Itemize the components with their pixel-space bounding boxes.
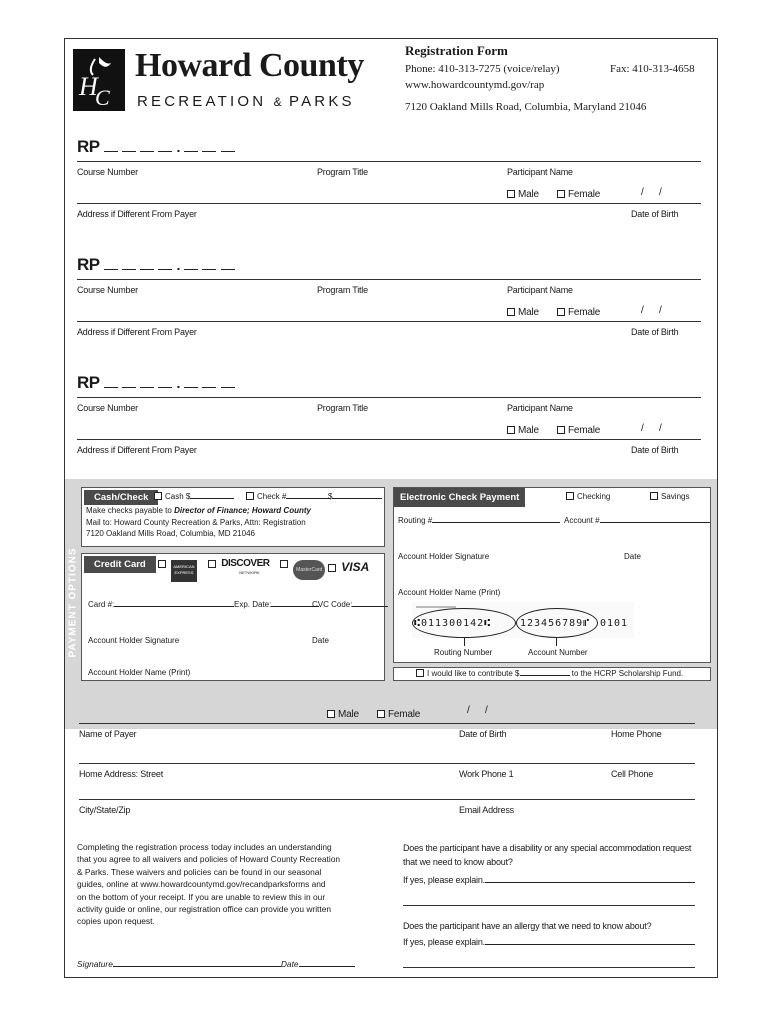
course-prefix: RP bbox=[77, 137, 100, 156]
waiver-line: on the bottom of your receipt. If you are unable to review this in our bbox=[77, 891, 326, 902]
routing-field[interactable]: Routing # bbox=[398, 516, 560, 525]
svg-text:C: C bbox=[95, 85, 110, 110]
visa-logo: VISA bbox=[341, 560, 370, 574]
male-checkbox[interactable]: Male bbox=[507, 189, 539, 200]
cell-phone-label: Cell Phone bbox=[611, 769, 654, 779]
disability-explain-field[interactable]: If yes, please explain. bbox=[403, 875, 695, 885]
micr-routing: ⑆011300142⑆ bbox=[414, 618, 492, 629]
male-checkbox[interactable]: Male bbox=[507, 425, 539, 436]
waiver-text bbox=[77, 841, 340, 928]
payable-to bbox=[86, 506, 311, 515]
disability-question-1: Does the participant have a disability or any special accommodation request bbox=[403, 843, 692, 853]
course-block bbox=[65, 133, 717, 243]
waiver-line: activity guide or online, our registration office can provide you written bbox=[77, 904, 332, 915]
check-amount-field[interactable]: $ bbox=[328, 492, 382, 501]
course-number-field[interactable]: RP . bbox=[77, 373, 235, 393]
program-title-label: Program Title bbox=[317, 167, 368, 177]
payable-prefix: Make checks payable to bbox=[86, 506, 172, 515]
email-label: Email Address bbox=[459, 805, 514, 815]
ec-date-label: Date bbox=[624, 552, 641, 561]
waiver-line: & Parks. These waivers and policies can be found in our seasonal bbox=[77, 866, 322, 877]
address-text: 7120 Oakland Mills Road, Columbia, Maryland 21046 bbox=[405, 101, 647, 113]
website-text: www.howardcountymd.gov/rap bbox=[405, 79, 545, 91]
course-prefix: RP bbox=[77, 255, 100, 274]
waiver-line: guides, online at www.howardcountymd.gov/recandparksforms and bbox=[77, 879, 326, 890]
discover-logo: DISCOVER NETWORK bbox=[221, 558, 270, 575]
waiver-line: Completing the registration process today includes an understanding bbox=[77, 842, 332, 852]
amex-logo: AMERICAN EXPRESS bbox=[171, 560, 197, 582]
org-sub-amp: & bbox=[273, 95, 282, 109]
amex-option[interactable] bbox=[158, 560, 197, 582]
course-number-label: Course Number bbox=[77, 285, 138, 295]
course-number-label: Course Number bbox=[77, 403, 138, 413]
waiver-line: that you agree to all waivers and policies of Howard County Recreation bbox=[77, 854, 341, 865]
dob-slashes: / / bbox=[641, 423, 662, 434]
payer-dob-label: Date of Birth bbox=[459, 729, 507, 739]
participant-name-label: Participant Name bbox=[507, 167, 573, 177]
city-state-zip-label: City/State/Zip bbox=[79, 805, 131, 815]
cc-date-label: Date bbox=[312, 636, 329, 645]
check-sample-image bbox=[412, 602, 634, 638]
dob-label: Date of Birth bbox=[631, 209, 679, 219]
female-checkbox[interactable]: Female bbox=[557, 189, 600, 200]
name-of-payer-label: Name of Payer bbox=[79, 729, 137, 739]
routing-oval bbox=[412, 608, 516, 638]
visa-option[interactable] bbox=[328, 560, 369, 574]
form-title: Registration Form bbox=[405, 43, 508, 58]
payer-female-checkbox[interactable]: Female bbox=[377, 709, 420, 720]
dob-slashes: / / bbox=[641, 187, 662, 198]
waiver-line: copies upon request. bbox=[77, 916, 155, 927]
disability-question-2: that we need to know about? bbox=[403, 857, 513, 867]
home-address-label: Home Address: Street bbox=[79, 769, 164, 779]
female-checkbox[interactable]: Female bbox=[557, 425, 600, 436]
course-number-label: Course Number bbox=[77, 167, 138, 177]
logo-mark bbox=[73, 49, 125, 111]
male-checkbox[interactable]: Male bbox=[507, 307, 539, 318]
org-sub-right: PARKS bbox=[289, 93, 355, 110]
course-number-field[interactable]: RP . bbox=[77, 255, 235, 275]
cash-checkbox[interactable]: Cash $ bbox=[154, 492, 234, 501]
signature-field[interactable]: Signature Date bbox=[77, 959, 355, 969]
mail-address-text: 7120 Oakland Mills Road, Columbia, MD 21046 bbox=[86, 529, 255, 538]
phone-text: Phone: 410-313-7275 (voice/relay) bbox=[405, 63, 560, 75]
allergy-explain-field[interactable]: If yes, please explain. bbox=[403, 937, 695, 947]
credit-card-panel bbox=[81, 553, 385, 681]
mail-to-text: Mail to: Howard County Recreation & Parks, Attn: Registration bbox=[86, 518, 306, 527]
work-phone-label: Work Phone 1 bbox=[459, 769, 514, 779]
course-block bbox=[65, 251, 717, 361]
participant-name-label: Participant Name bbox=[507, 403, 573, 413]
course-number-field[interactable]: RP . bbox=[77, 137, 235, 157]
cc-signature-label: Account Holder Signature bbox=[88, 636, 180, 645]
fax-text: Fax: 410-313-4658 bbox=[610, 63, 695, 75]
allergy-question: Does the participant have an allergy that we need to know about? bbox=[403, 921, 652, 931]
address-diff-label: Address if Different From Payer bbox=[77, 209, 197, 219]
course-prefix: RP bbox=[77, 373, 100, 392]
card-number-field[interactable]: Card #: bbox=[88, 600, 234, 609]
ec-name-label: Account Holder Name (Print) bbox=[398, 588, 501, 597]
account-number-caption: Account Number bbox=[528, 648, 588, 657]
micr-check: 0101 bbox=[600, 618, 629, 629]
mastercard-option[interactable] bbox=[280, 560, 325, 580]
cash-check-panel bbox=[81, 487, 385, 547]
cc-name-label: Account Holder Name (Print) bbox=[88, 668, 191, 677]
logo-hc-icon bbox=[73, 49, 125, 111]
echeck-title: Electronic Check Payment bbox=[394, 488, 525, 507]
org-sub-left: RECREATION bbox=[137, 93, 267, 110]
payer-dob-slashes: / / bbox=[467, 705, 488, 716]
course-block bbox=[65, 369, 717, 479]
payment-options-label: PAYMENT OPTIONS bbox=[67, 547, 79, 658]
mastercard-logo: MasterCard bbox=[293, 560, 325, 580]
routing-number-caption: Routing Number bbox=[434, 648, 493, 657]
address-diff-label: Address if Different From Payer bbox=[77, 327, 197, 337]
org-subtitle bbox=[137, 93, 355, 110]
savings-checkbox[interactable]: Savings bbox=[650, 492, 689, 501]
participant-name-label: Participant Name bbox=[507, 285, 573, 295]
cash-check-title: Cash/Check bbox=[84, 490, 158, 505]
payable-to-name: Director of Finance; Howard County bbox=[174, 506, 311, 515]
micr-account: 123456789⑈ bbox=[520, 618, 591, 629]
payer-male-checkbox[interactable]: Male bbox=[327, 709, 359, 720]
credit-card-title: Credit Card bbox=[84, 556, 156, 573]
female-checkbox[interactable]: Female bbox=[557, 307, 600, 318]
exp-date-field[interactable]: Exp. Date: bbox=[234, 600, 319, 609]
contribution-panel bbox=[393, 667, 711, 681]
discover-option[interactable] bbox=[208, 560, 269, 577]
program-title-label: Program Title bbox=[317, 403, 368, 413]
home-phone-label: Home Phone bbox=[611, 729, 662, 739]
ec-signature-label: Account Holder Signature bbox=[398, 552, 490, 561]
cvc-field[interactable]: CVC Code: bbox=[312, 600, 388, 609]
dob-slashes: / / bbox=[641, 305, 662, 316]
svg-text:H: H bbox=[79, 72, 98, 101]
account-oval bbox=[516, 608, 598, 638]
echeck-panel bbox=[393, 487, 711, 663]
program-title-label: Program Title bbox=[317, 285, 368, 295]
dob-label: Date of Birth bbox=[631, 327, 679, 337]
checking-checkbox[interactable]: Checking bbox=[566, 492, 610, 501]
registration-form bbox=[64, 38, 718, 978]
address-diff-label: Address if Different From Payer bbox=[77, 445, 197, 455]
dob-label: Date of Birth bbox=[631, 445, 679, 455]
contribute-checkbox[interactable]: I would like to contribute $ to the HCRP Scholarship Fund. bbox=[416, 669, 683, 678]
account-field[interactable]: Account # bbox=[564, 516, 710, 525]
check-checkbox[interactable]: Check # bbox=[246, 492, 330, 501]
org-name: Howard County bbox=[135, 47, 364, 84]
